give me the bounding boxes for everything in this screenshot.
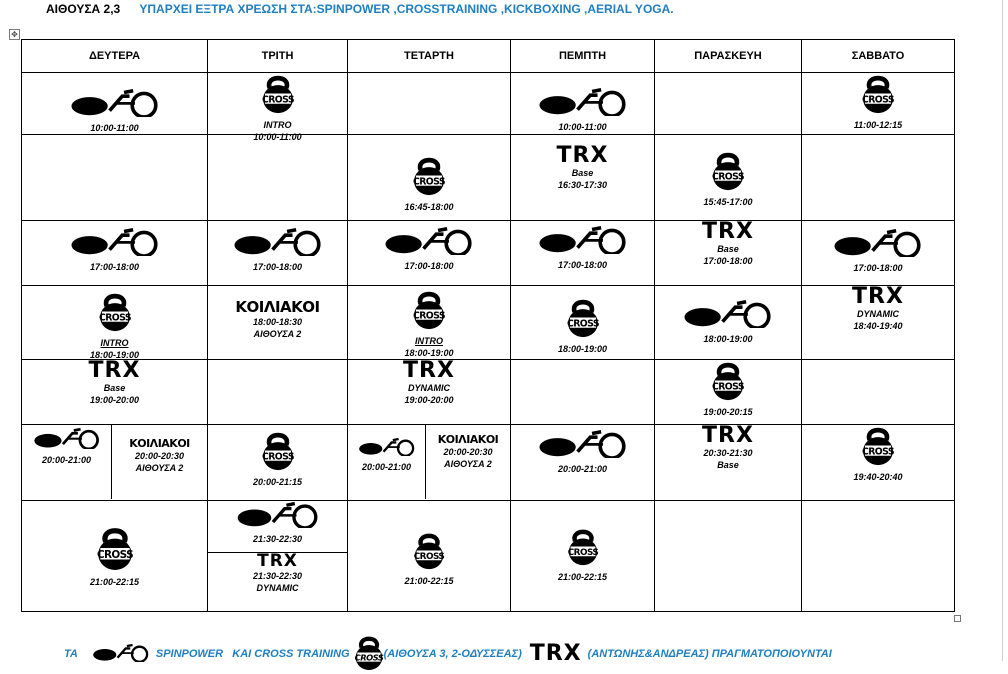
svg-text:CROSS: CROSS [711, 171, 745, 183]
svg-text:CROSS: CROSS [412, 176, 446, 188]
spinning-bike-icon [537, 225, 629, 259]
footer-trx-note: (ΑΝΤΩΝΗΣ&ΑΝΔΡΕΑΣ) ΠΡΑΓΜΑΤΟΠΟΙΟΥΝΤΑΙ [587, 648, 832, 660]
schedule-cell [208, 359, 348, 424]
time-slot-row [22, 73, 955, 135]
session-trx [802, 283, 954, 332]
page-header [46, 2, 674, 16]
spinning-bike-icon [537, 429, 629, 463]
table-move-handle-icon[interactable]: ✥ [9, 29, 20, 40]
session-spin [511, 225, 654, 271]
time-slot-row [22, 359, 955, 424]
session-time: 17:00-18:00 [703, 256, 753, 267]
session-time: 10:00-11:00 [558, 122, 607, 133]
spinning-bike-icon [682, 299, 774, 333]
kettlebell-cross-icon [566, 297, 600, 343]
split-sub-cell [426, 425, 510, 499]
koiliakoi-logo: ΚΟΙΛΙΑΚΟΙ [129, 436, 190, 450]
trx-logo: TRX [403, 357, 455, 383]
schedule-cell [511, 135, 655, 221]
split-sub-cell [208, 550, 347, 610]
schedule-cell [348, 73, 511, 135]
session-time: 18:00-19:00 [557, 343, 608, 354]
session-time: 17:00-18:00 [252, 262, 303, 273]
table-resize-handle[interactable] [954, 615, 961, 622]
session-label: INTRO [100, 337, 129, 348]
session-spin [802, 228, 954, 274]
schedule-cell [208, 285, 348, 359]
kettlebell-cross-icon [412, 155, 446, 201]
session-time: 17:00-18:00 [404, 261, 454, 272]
session-time: 20:00-21:00 [557, 463, 608, 474]
session-spin [655, 299, 801, 345]
session-time: 16:45-18:00 [404, 202, 454, 213]
svg-text:CROSS: CROSS [96, 548, 133, 561]
svg-text:CROSS: CROSS [566, 318, 599, 330]
svg-text:CROSS: CROSS [261, 94, 294, 106]
schedule-cell [511, 221, 655, 286]
spinning-bike-icon [537, 87, 629, 121]
day-header: ΤΡΙΤΗ [208, 40, 348, 73]
trx-logo: TRX [702, 422, 754, 448]
session-label: DYNAMIC [256, 582, 299, 593]
session-label: DYNAMIC [857, 308, 899, 319]
day-header: ΠΑΡΑΣΚΕΥΗ [655, 40, 802, 73]
footer-programs: SPINPOWER ΚΑΙ CROSS TRAINING [155, 648, 350, 660]
schedule-cell [802, 135, 955, 221]
session-trx [348, 357, 510, 406]
session-time: 19:40-20:40 [853, 471, 903, 482]
session-time: 18:00-19:00 [404, 347, 454, 358]
kettlebell-cross-icon [413, 531, 445, 575]
kettlebell-cross-icon [98, 291, 132, 337]
session-time: 18:00-18:30 [252, 316, 303, 327]
session-time: 20:00-20:30 [134, 450, 185, 461]
svg-text:CROSS: CROSS [861, 446, 895, 458]
schedule-table [21, 39, 955, 612]
page-margin-rule [1002, 0, 1003, 661]
session-spin [348, 226, 510, 272]
spinning-bike-icon [33, 427, 101, 454]
session-label: INTRO [263, 120, 292, 131]
schedule-cell [22, 285, 208, 359]
schedule-cell [348, 500, 511, 611]
spinning-bike-icon [358, 437, 416, 461]
kettlebell-cross-icon [354, 634, 384, 674]
session-label: Base [571, 168, 594, 179]
svg-text:CROSS: CROSS [861, 94, 895, 106]
session-time: 20:00-21:15 [252, 476, 303, 487]
split-sub-cell [208, 501, 347, 553]
schedule-cell [655, 73, 802, 135]
session-cross [208, 73, 347, 143]
session-cross [348, 155, 510, 213]
schedule-cell [208, 500, 348, 611]
session-cross [511, 527, 654, 583]
schedule-cell [208, 73, 348, 143]
schedule-cell [802, 500, 955, 611]
session-koil [208, 299, 347, 340]
kettlebell-cross-icon [412, 289, 446, 335]
session-spin [22, 88, 207, 134]
schedule-cell [348, 135, 511, 221]
session-label: DYNAMIC [408, 382, 450, 393]
day-header: ΠΕΜΠΤΗ [511, 40, 655, 73]
schedule-cell [655, 500, 802, 611]
session-time: 20:30-21:30 [703, 447, 753, 458]
schedule-cell [802, 285, 955, 359]
session-time: 21:00-22:15 [404, 575, 454, 586]
schedule-cell [511, 285, 655, 359]
footer-cross-note: (ΑΙΘΟΥΣΑ 3, 2-ΟΔΥΣΣΕΑΣ) [383, 648, 522, 660]
session-spin [208, 501, 347, 545]
session-label: INTRO [415, 335, 443, 346]
time-slot-row [22, 285, 955, 359]
session-trx [208, 550, 347, 594]
schedule-cell [511, 73, 655, 135]
session-cross [22, 291, 207, 361]
kettlebell-cross-icon [261, 73, 295, 119]
spinning-bike-icon [832, 228, 924, 262]
footer-ta: ΤΑ [64, 648, 78, 660]
session-label: Base [717, 459, 739, 470]
session-time: 19:00-20:00 [404, 394, 454, 405]
schedule-cell [802, 73, 955, 135]
time-slot-row [22, 221, 955, 286]
trx-logo: TRX [88, 357, 141, 383]
schedule-cell [655, 285, 802, 359]
footer-legend [64, 634, 832, 674]
hall-title: ΑΙΘΟΥΣΑ 2,3 [46, 2, 121, 16]
split-sub-cell [112, 425, 207, 499]
session-trx [22, 357, 207, 406]
schedule-cell [511, 359, 655, 424]
session-cross [348, 289, 510, 359]
session-spin [22, 427, 111, 466]
session-time: 18:40-19:40 [853, 320, 903, 331]
svg-text:CROSS: CROSS [412, 310, 446, 322]
session-time: ΑΙΘΟΥΣΑ 2 [444, 458, 492, 469]
svg-text:CROSS: CROSS [567, 547, 598, 558]
svg-text:CROSS: CROSS [711, 381, 745, 393]
kettlebell-cross-icon [711, 150, 745, 196]
trx-logo: TRX [556, 143, 609, 169]
spinning-bike-icon [236, 501, 320, 533]
schedule-cell [655, 359, 802, 424]
schedule-cell [348, 221, 511, 286]
spinning-bike-icon [232, 227, 324, 261]
schedule-cell [348, 424, 511, 500]
schedule-cell [208, 221, 348, 286]
spinning-bike-icon [69, 88, 161, 122]
schedule-cell [655, 221, 802, 286]
koiliakoi-logo: ΚΟΙΛΙΑΚΟΙ [437, 432, 499, 446]
trx-logo: TRX [257, 550, 298, 571]
schedule-cell [802, 221, 955, 286]
split-sub-cell [22, 425, 112, 499]
spinning-bike-icon [92, 643, 150, 665]
session-time: 19:00-20:15 [703, 406, 753, 417]
svg-text:CROSS: CROSS [98, 312, 131, 324]
schedule-cell [348, 285, 511, 359]
session-time: 10:00-11:00 [90, 123, 139, 134]
schedule-cell [511, 500, 655, 611]
session-trx [655, 221, 801, 267]
session-spin [511, 429, 654, 475]
session-time: 18:00-19:00 [89, 349, 140, 360]
session-spin [348, 437, 425, 473]
schedule-cell [22, 500, 208, 611]
schedule-cell [511, 424, 655, 500]
kettlebell-cross-icon [567, 527, 599, 571]
schedule-cell [22, 135, 208, 221]
schedule-cell [655, 424, 802, 500]
schedule-cell [802, 359, 955, 424]
schedule-cell [655, 135, 802, 221]
session-time: 19:00-20:00 [89, 394, 140, 405]
session-time: ΑΙΘΟΥΣΑ 2 [253, 328, 302, 339]
session-time: 18:00-19:00 [703, 333, 753, 344]
session-time: 21:00-22:15 [557, 571, 608, 582]
session-koil [112, 437, 207, 474]
kettlebell-cross-icon [861, 425, 895, 471]
session-cross [511, 297, 654, 355]
session-time: 20:00-21:00 [41, 454, 92, 465]
schedule-cell [208, 424, 348, 500]
schedule-cell [208, 135, 348, 221]
kettlebell-cross-icon [861, 73, 895, 119]
trx-logo: TRX [702, 219, 754, 245]
session-cross [208, 430, 347, 488]
schedule-cell [348, 359, 511, 424]
trx-logo: TRX [529, 641, 582, 666]
session-cross [802, 73, 954, 131]
schedule-cell [22, 424, 208, 500]
kettlebell-cross-icon [96, 525, 134, 576]
spinning-bike-icon [383, 226, 475, 260]
koiliakoi-logo: ΚΟΙΛΙΑΚΟΙ [235, 297, 320, 316]
schedule-cell [802, 424, 955, 500]
session-time: 17:00-18:00 [853, 263, 903, 274]
time-slot-row [22, 135, 955, 221]
day-header: ΣΑΒΒΑΤΟ [802, 40, 955, 73]
kettlebell-cross-icon [711, 360, 745, 406]
session-time: 20:00-20:30 [443, 446, 493, 457]
session-spin [22, 227, 207, 273]
day-header-row [22, 40, 955, 73]
time-slot-row [22, 500, 955, 611]
kettlebell-cross-icon [261, 430, 295, 476]
svg-text:CROSS: CROSS [261, 451, 294, 463]
session-time: 11:00-12:15 [853, 120, 903, 131]
session-time: 17:00-18:00 [557, 260, 608, 271]
session-time: ΑΙΘΟΥΣΑ 2 [135, 462, 184, 473]
svg-text:CROSS: CROSS [354, 652, 384, 663]
schedule-cell [22, 221, 208, 286]
session-trx [655, 422, 801, 471]
session-cross [655, 360, 801, 418]
schedule-cell [22, 359, 208, 424]
svg-text:CROSS: CROSS [413, 551, 445, 562]
session-cross [348, 531, 510, 587]
session-label: Base [717, 244, 739, 255]
trx-logo: TRX [852, 283, 904, 309]
session-time: 20:00-21:00 [361, 461, 412, 472]
session-spin [511, 87, 654, 133]
split-sub-cell [348, 425, 426, 499]
session-label: Base [103, 382, 126, 393]
schedule-cell [22, 73, 208, 135]
spinning-bike-icon [69, 227, 161, 261]
session-time: 21:30-22:30 [252, 533, 303, 544]
extra-charge-note: ΥΠΑΡΧΕΙ ΕΞΤΡΑ ΧΡΕΩΣΗ ΣΤΑ:SPINPOWER ,CROSSTRAINING ,KICKBOXING ,AERIAL YOGA. [139, 2, 674, 16]
session-time: 10:00-11:00 [253, 132, 302, 143]
session-cross [22, 525, 207, 588]
session-trx [511, 145, 654, 191]
session-time: 16:30-17:30 [557, 180, 608, 191]
session-time: 15:45-17:00 [703, 197, 753, 208]
session-koil [426, 433, 510, 470]
day-header: ΔΕΥΤΕΡΑ [22, 40, 208, 73]
session-time: 17:00-18:00 [89, 262, 140, 273]
session-cross [802, 425, 954, 483]
session-time: 21:30-22:30 [252, 570, 303, 581]
session-spin [208, 227, 347, 273]
day-header: ΤΕΤΑΡΤΗ [348, 40, 511, 73]
time-slot-row [22, 424, 955, 500]
session-time: 21:00-22:15 [89, 576, 140, 587]
session-cross [655, 150, 801, 208]
